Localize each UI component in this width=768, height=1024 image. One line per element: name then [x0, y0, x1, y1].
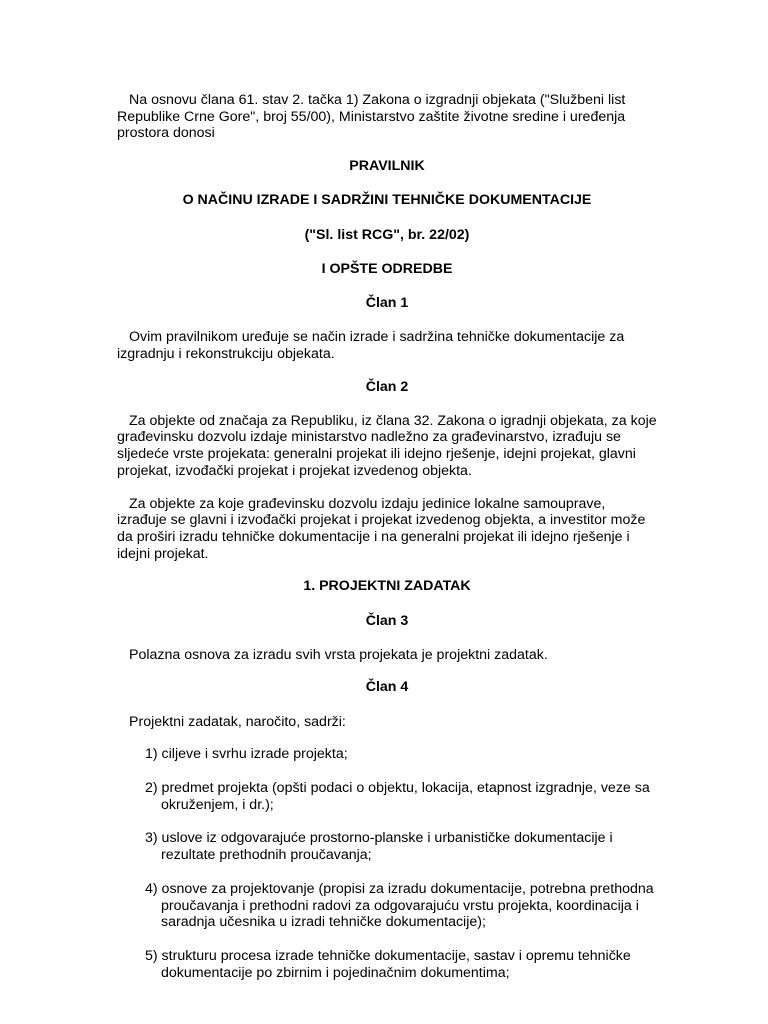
- article-3-text: Polazna osnova za izradu svih vrsta projekata je projektni zadatak.: [129, 646, 548, 663]
- document-title: PRAVILNIK: [349, 158, 425, 175]
- article-3-heading: Član 3: [365, 612, 409, 629]
- list-item: 3) uslove iz odgovarajuće prostorno-planske i urbanističke dokumentacije i rezultate prethodnih proučavanja;: [145, 830, 613, 864]
- section-heading-project-task: 1. PROJEKTNI ZADATAK: [303, 578, 471, 595]
- article-2-paragraph-2: Za objekte za koje građevinsku dozvolu izdaju jedinice lokalne samouprave, izrađuje se glavni i izvođački projekat i projekat izvedenog objekta, a investitor može da proširi izradu tehničke dokumentacije i na generalni projekat ili idejno rješenje i idejni projekat.: [117, 495, 646, 562]
- list-item: 5) strukturu procesa izrade tehničke dokumentacije, sastav i opremu tehničke dokumentacije po zbirnim i pojedinačnim dokumentima;: [145, 948, 631, 981]
- document-subtitle: O NAČINU IZRADE I SADRŽINI TEHNIČKE DOKUMENTACIJE: [182, 192, 592, 209]
- article-4-heading: Član 4: [365, 679, 409, 696]
- gazette-reference: ("Sl. list RCG", br. 22/02): [304, 226, 470, 243]
- intro-paragraph: Na osnovu člana 61. stav 2. tačka 1) Zakona o izgradnji objekata ("Službeni list Republike Crne Gore", broj 55/00), Ministarstvo zaštite životne sredine i uređenja prostora donosi: [117, 92, 626, 142]
- article-1-text: Ovim pravilnikom uređuje se način izrade i sadržina tehničke dokumentacije za izgradnju i rekonstrukciju objekata.: [117, 329, 625, 362]
- list-item: 1) ciljeve i svrhu izrade projekta;: [145, 746, 348, 763]
- document-page: [117, 92, 657, 998]
- list-item: 2) predmet projekta (opšti podaci o objektu, lokacija, etapnost izgradnje, veze sa okruženjem, i dr.);: [145, 780, 650, 813]
- article-1-heading: Član 1: [365, 294, 409, 311]
- list-item: 4) osnove za projektovanje (propisi za izradu dokumentacije, potrebna prethodna proučavanja i prethodni radovi za odgovarajuću vrstu projekta, koordinacija i saradnja učesnika u izradi tehničke dokumentacije);: [145, 880, 654, 931]
- article-2-paragraph-1: Za objekte od značaja za Republiku, iz člana 32. Zakona o igradnji objekata, za koje građevinsku dozvolu izdaje ministarstvo nadležno za građevinarstvo, izrađuju se sljedeće vrste projekata: generalni projekat ili idejno rješenje, idejni projekat, glavni projekat, izvođački projekat i projekat izvedenog objekta.: [117, 412, 657, 479]
- article-2-heading: Član 2: [365, 378, 409, 395]
- article-4-text: Projektni zadatak, naročito, sadrži:: [129, 713, 346, 730]
- section-heading-general: I OPŠTE ODREDBE: [321, 260, 453, 277]
